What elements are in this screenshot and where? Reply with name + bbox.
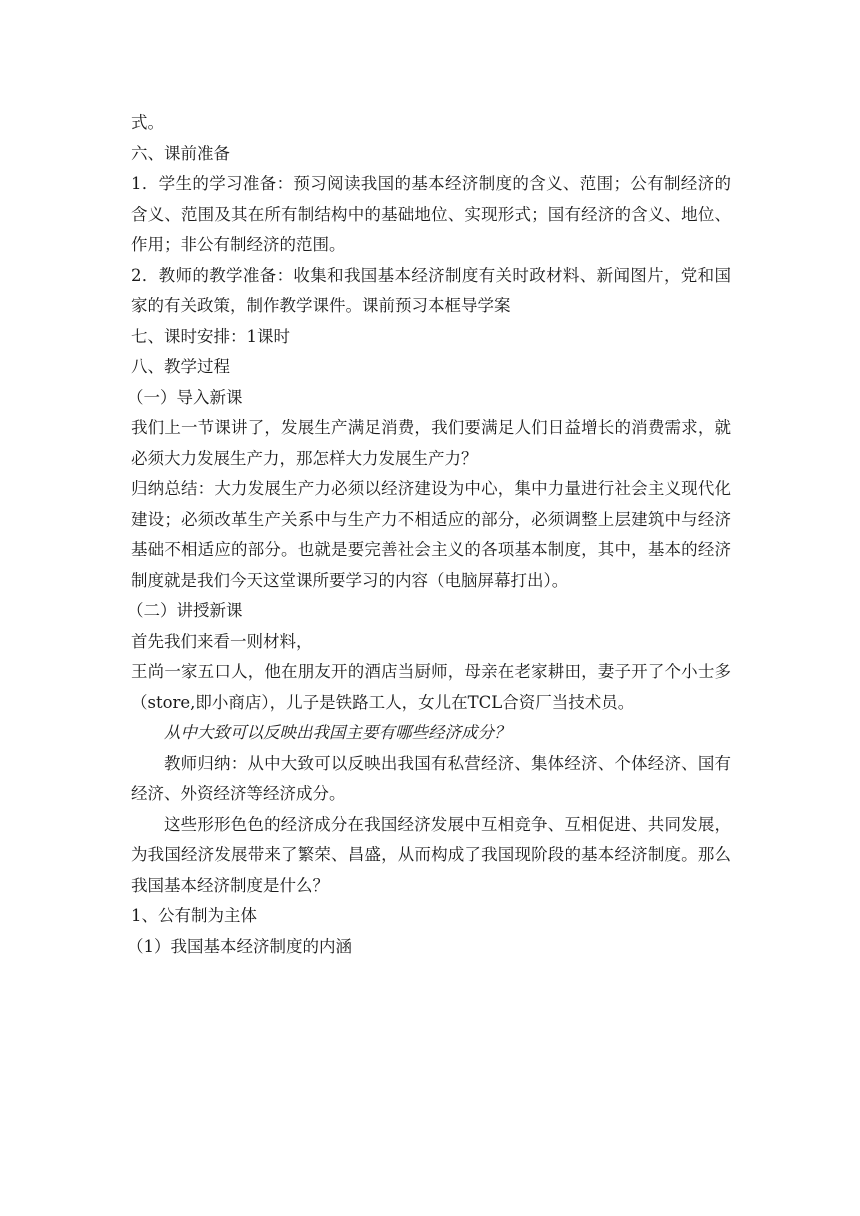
paragraph-teacher-preparation: 2．教师的教学准备：收集和我国基本经济制度有关时政材料、新闻图片，党和国家的有关政策，制作教学课件。课前预习本框导学案 <box>131 265 731 315</box>
paragraph-student-preparation: 1．学生的学习准备：预习阅读我国的基本经济制度的含义、范围；公有制经济的含义、范围及其在所有制结构中的基础地位、实现形式；国有经济的含义、地位、作用；非公有制经济的范围。 <box>131 174 731 254</box>
paragraph-introduction: 我们上一节课讲了，发展生产满足消费，我们要满足人们日益增长的消费需求，就必须大力发展生产力，那怎样大力发展生产力？ <box>131 418 731 468</box>
section-heading-preparation: 六、课前准备 <box>131 143 230 163</box>
paragraph-material: 王尚一家五口人，他在朋友开的酒店当厨师，母亲在老家耕田，妻子开了个小士多（store,即小商店），儿子是铁路工人，女儿在TCL合资厂当技术员。 <box>131 662 731 712</box>
section-heading-process: 八、教学过程 <box>131 357 230 376</box>
paragraph-material-intro: 首先我们来看一则材料， <box>131 631 313 651</box>
subheading-introduction: （一）导入新课 <box>127 387 243 407</box>
section-heading-schedule: 七、课时安排：1课时 <box>131 326 290 346</box>
paragraph-summary: 归纳总结：大力发展生产力必须以经济建设为中心，集中力量进行社会主义现代化建设；必须改革生产关系中与生产力不相适应的部分，必须调整上层建筑中与经济基础不相适应的部分。也就是要完善社会主义的各项基本制度，其中，基本的经济制度就是我们今天这堂课所要学习的内容（电脑屏幕打出）。 <box>131 479 731 590</box>
document-body <box>127 108 731 962</box>
subheading-system-meaning: （1）我国基本经济制度的内涵 <box>127 936 352 956</box>
paragraph-teacher-summary: 教师归纳：从中大致可以反映出我国有私营经济、集体经济、个体经济、国有经济、外资经济等经济成分。 <box>131 753 731 803</box>
paragraph-economic-system: 这些形形色色的经济成分在我国经济发展中互相竞争、互相促进、共同发展，为我国经济发展带来了繁荣、昌盛，从而构成了我国现阶段的基本经济制度。那么我国基本经济制度是什么？ <box>131 814 731 895</box>
paragraph-fragment: 式。 <box>131 113 164 132</box>
subheading-new-lesson: （二）讲授新课 <box>127 601 243 620</box>
heading-public-ownership: 1、公有制为主体 <box>131 906 257 925</box>
paragraph-question: 从中大致可以反映出我国主要有哪些经济成分？ <box>164 723 511 742</box>
